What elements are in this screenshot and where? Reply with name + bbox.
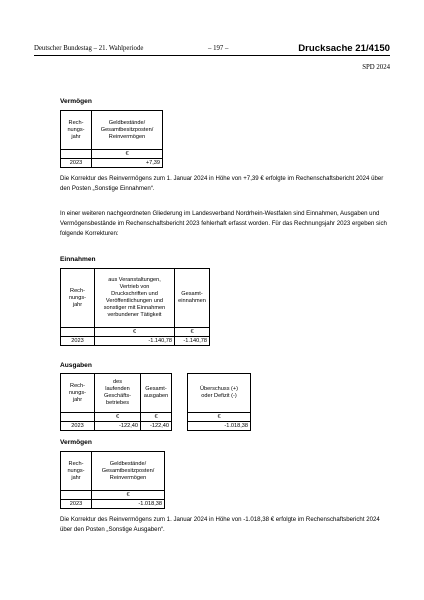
section-title-ausgaben: Ausgaben xyxy=(60,362,92,369)
vermoegen-table-2 xyxy=(60,451,165,509)
unit-cell-empty xyxy=(61,413,95,422)
ueberschuss-table xyxy=(187,373,251,431)
value-cell: -1.018,38 xyxy=(92,500,165,509)
table-unit-row xyxy=(61,413,172,422)
year-cell: 2023 xyxy=(61,500,92,509)
page-header xyxy=(34,43,390,55)
party-label: SPD 2024 xyxy=(362,64,390,71)
table-row xyxy=(61,337,210,346)
table-header-row xyxy=(61,111,163,150)
unit-cell: € xyxy=(95,328,175,337)
unit-cell: € xyxy=(95,413,141,422)
table-unit-row xyxy=(188,413,251,422)
table-header-row xyxy=(61,269,210,328)
unit-cell-empty xyxy=(61,328,95,337)
section-title-einnahmen: Einnahmen xyxy=(60,256,96,263)
table-row xyxy=(61,159,163,168)
table-row xyxy=(188,422,251,431)
column-header-year: Rech- nungs- jahr xyxy=(61,269,95,328)
table-row xyxy=(61,422,172,431)
paragraph-nrw: In einer weiteren nachgeordneten Gliederung im Landesverband Nordrhein-Westfalen sind Einnahmen, Ausgaben und Vermögensbestände im Rechenschaftsbericht 2023 fehlerhaft erfasst worden. Für das Rechnungsjahr 2023 ergeben sich folgende Korrekturen: xyxy=(60,210,387,238)
value-cell-total: -122,40 xyxy=(141,422,172,431)
table-header-row xyxy=(61,374,172,413)
einnahmen-table xyxy=(60,268,210,346)
column-header-total-expenses: Gesamt- ausgaben xyxy=(141,374,172,413)
year-cell: 2023 xyxy=(61,159,92,168)
section-title-vermoegen-2: Vermögen xyxy=(60,439,92,446)
column-header-year: Rech- nungs- jahr xyxy=(61,111,92,150)
column-header-year: Rech- nungs- jahr xyxy=(61,374,95,413)
document-number-value: 4150 xyxy=(368,43,390,54)
column-header-surplus-deficit: Überschuss (+) oder Defizit (-) xyxy=(188,374,251,413)
header-rule xyxy=(34,55,390,56)
column-header-operations: des laufenden Geschäfts- betriebes xyxy=(95,374,141,413)
value-cell: +7,39 xyxy=(92,159,163,168)
value-cell-total: -1.140,78 xyxy=(175,337,210,346)
parliament-period: Deutscher Bundestag – 21. Wahlperiode xyxy=(34,45,144,52)
unit-cell: € xyxy=(92,491,165,500)
unit-cell: € xyxy=(92,150,163,159)
vermoegen-table-1 xyxy=(60,110,163,168)
document-number xyxy=(298,43,390,54)
unit-cell-empty xyxy=(61,150,92,159)
unit-cell-empty xyxy=(61,491,92,500)
column-header-assets: Geldbestände/ Gesamtbesitzposten/ Reinvermögen xyxy=(92,111,163,150)
value-cell-operations: -122,40 xyxy=(95,422,141,431)
column-header-total-income: Gesamt- einnahmen xyxy=(175,269,210,328)
value-cell-surplus: -1.018,38 xyxy=(188,422,251,431)
value-cell-events: -1.140,78 xyxy=(95,337,175,346)
year-cell: 2023 xyxy=(61,337,95,346)
table-header-row xyxy=(188,374,251,413)
table-unit-row xyxy=(61,150,163,159)
table-unit-row xyxy=(61,491,165,500)
column-header-events: aus Veranstaltungen, Vertrieb von Druckschriften und Veröffentlichungen und sonstiger mit Einnahmen verbundener Tätigkeit xyxy=(95,269,175,328)
table-unit-row xyxy=(61,328,210,337)
table-row xyxy=(61,500,165,509)
unit-cell-total: € xyxy=(175,328,210,337)
page-number: – 197 – xyxy=(208,45,229,52)
table-header-row xyxy=(61,452,165,491)
paragraph-correction-1: Die Korrektur des Reinvermögens zum 1. Januar 2024 in Höhe von +7,39 € erfolgte im Rechenschaftsbericht 2024 über den Posten „Sonstige Einnahmen“. xyxy=(60,175,384,193)
paragraph-correction-2: Die Korrektur des Reinvermögens zum 1. Januar 2024 in Höhe von -1.018,38 € erfolgte im Rechenschaftsbericht 2024 über den Posten „Sonstige Ausgaben“. xyxy=(60,516,380,534)
year-cell: 2023 xyxy=(61,422,95,431)
ausgaben-table xyxy=(60,373,172,431)
column-header-assets: Geldbestände/ Gesamtbesitzposten/ Reinvermögen xyxy=(92,452,165,491)
unit-cell: € xyxy=(188,413,251,422)
document-label: Drucksache 21/ xyxy=(298,43,369,54)
section-title-vermoegen-1: Vermögen xyxy=(60,98,92,105)
column-header-year: Rech- nungs- jahr xyxy=(61,452,92,491)
unit-cell-total: € xyxy=(141,413,172,422)
